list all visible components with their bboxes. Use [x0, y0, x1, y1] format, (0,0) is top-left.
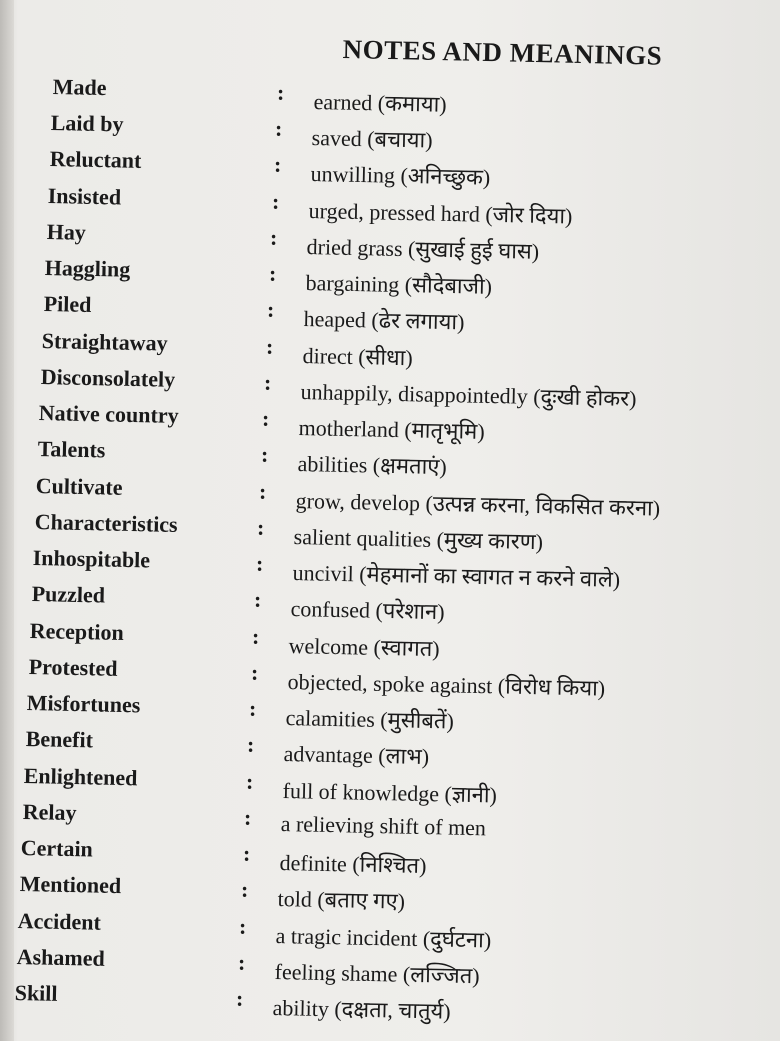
separator-colon: :: [244, 805, 252, 830]
separator-colon: :: [251, 660, 259, 685]
glossary-meaning: heaped (ढेर लगाया): [303, 305, 465, 335]
separator-colon: :: [272, 189, 280, 214]
glossary-meaning: definite (निश्चित): [279, 849, 427, 879]
separator-colon: :: [238, 950, 246, 975]
separator-colon: :: [241, 877, 249, 902]
separator-colon: :: [246, 769, 254, 794]
separator-colon: :: [274, 152, 282, 177]
list-item: [0, 255, 780, 299]
list-item: [0, 110, 780, 153]
glossary-term: Piled: [43, 291, 92, 317]
glossary-meaning: told (बताए गए): [277, 885, 406, 914]
separator-colon: :: [247, 732, 255, 757]
glossary-term: Laid by: [50, 110, 124, 137]
list-item: [0, 835, 780, 879]
glossary-meaning: urged, pressed hard (जोर दिया): [308, 197, 573, 229]
glossary-term: Benefit: [25, 726, 94, 753]
glossary-term: Certain: [20, 835, 94, 862]
glossary-meaning: welcome (स्वागत): [288, 632, 440, 662]
list-item: [0, 545, 780, 592]
glossary-term: Characteristics: [34, 509, 178, 537]
glossary-meaning: confused (परेशान): [290, 595, 445, 625]
list-item: [0, 690, 780, 734]
glossary-meaning: calamities (मुसीबतें): [285, 704, 455, 734]
glossary-meaning: unwilling (अनिच्छुक): [310, 160, 491, 190]
page-title: NOTES AND MEANINGS: [342, 34, 663, 71]
list-item: [0, 291, 780, 335]
glossary-meaning: uncivil (मेहमानों का स्वागत न करने वाले): [292, 559, 621, 592]
list-item: [0, 980, 780, 1024]
glossary-meaning: earned (कमाया): [313, 88, 447, 117]
glossary-term: Insisted: [47, 183, 122, 210]
separator-colon: :: [270, 225, 278, 250]
glossary-term: Cultivate: [35, 473, 123, 500]
glossary-meaning: motherland (मातृभूमि): [298, 414, 485, 444]
separator-colon: :: [254, 587, 262, 612]
glossary-term: Disconsolately: [40, 364, 176, 392]
separator-colon: :: [236, 986, 244, 1011]
glossary-term: Inhospitable: [32, 545, 151, 573]
list-item: [0, 618, 780, 662]
glossary-term: Reluctant: [49, 146, 142, 173]
glossary-term: Protested: [28, 654, 118, 681]
list-item: [0, 183, 780, 229]
glossary-term: Hay: [46, 219, 87, 245]
separator-colon: :: [261, 442, 269, 467]
separator-colon: :: [239, 914, 247, 939]
glossary-term: Straightaway: [41, 328, 168, 356]
glossary-term: Native country: [38, 400, 179, 428]
list-item: [0, 74, 780, 117]
glossary-meaning: unhappily, disappointedly (दुःखी होकर): [300, 378, 637, 412]
glossary-meaning: direct (सीधा): [302, 342, 413, 371]
separator-colon: :: [252, 624, 260, 649]
glossary-meaning: saved (बचाया): [311, 124, 433, 153]
list-item: [0, 400, 780, 444]
glossary-meaning: objected, spoke against (विरोध किया): [287, 668, 606, 701]
glossary-meaning: abilities (क्षमताएं): [297, 450, 448, 480]
list-item: [0, 871, 780, 914]
glossary-meaning: a relieving shift of men: [280, 811, 487, 841]
glossary-term: Reception: [29, 618, 125, 645]
separator-colon: :: [275, 116, 283, 141]
separator-colon: :: [249, 696, 257, 721]
glossary-term: Talents: [37, 436, 106, 463]
separator-colon: :: [266, 334, 274, 359]
separator-colon: :: [262, 406, 270, 431]
glossary-term: Enlightened: [23, 763, 138, 791]
glossary-term: Haggling: [44, 255, 131, 282]
separator-colon: :: [267, 297, 275, 322]
separator-colon: :: [257, 515, 265, 540]
list-item: [0, 726, 780, 770]
list-item: [0, 654, 780, 701]
glossary-meaning: a tragic incident (दुर्घटना): [275, 922, 492, 953]
glossary-meaning: ability (दक्षता, चातुर्य): [272, 994, 451, 1024]
glossary-term: Skill: [14, 980, 58, 1006]
separator-colon: :: [264, 370, 272, 395]
separator-colon: :: [277, 80, 285, 105]
separator-colon: :: [259, 479, 267, 504]
glossary-term: Made: [52, 74, 107, 101]
list-item: [0, 581, 780, 625]
glossary-term: Puzzled: [31, 581, 106, 608]
list-item: [0, 473, 780, 521]
list-item: [0, 763, 780, 808]
glossary-meaning: feeling shame (लज्जित): [274, 958, 480, 989]
list-item: [0, 146, 780, 190]
glossary-term: Accident: [17, 908, 102, 935]
glossary-meaning: grow, develop (उत्पन्न करना, विकसित करना): [295, 487, 661, 521]
glossary-term: Mentioned: [19, 871, 122, 899]
list-item: [0, 219, 780, 264]
glossary-term: Misfortunes: [26, 690, 141, 718]
separator-colon: :: [269, 261, 277, 286]
list-item: [0, 436, 780, 480]
glossary-term: Ashamed: [16, 944, 105, 971]
list-item: [0, 364, 780, 412]
glossary-term: Relay: [22, 799, 77, 826]
glossary-meaning: salient qualities (मुख्य कारण): [293, 523, 544, 555]
separator-colon: :: [256, 551, 264, 576]
list-item: [0, 328, 780, 371]
list-item: [0, 509, 780, 555]
list-item: [0, 908, 780, 953]
glossary-meaning: advantage (लाभ): [283, 740, 430, 770]
glossary-meaning: full of knowledge (ज्ञानी): [282, 777, 498, 808]
separator-colon: :: [243, 841, 251, 866]
list-item: [0, 799, 780, 841]
glossary-meaning: dried grass (सुखाई हुई घास): [306, 233, 540, 264]
list-item: [0, 944, 780, 989]
glossary-meaning: bargaining (सौदेबाजी): [305, 269, 493, 299]
